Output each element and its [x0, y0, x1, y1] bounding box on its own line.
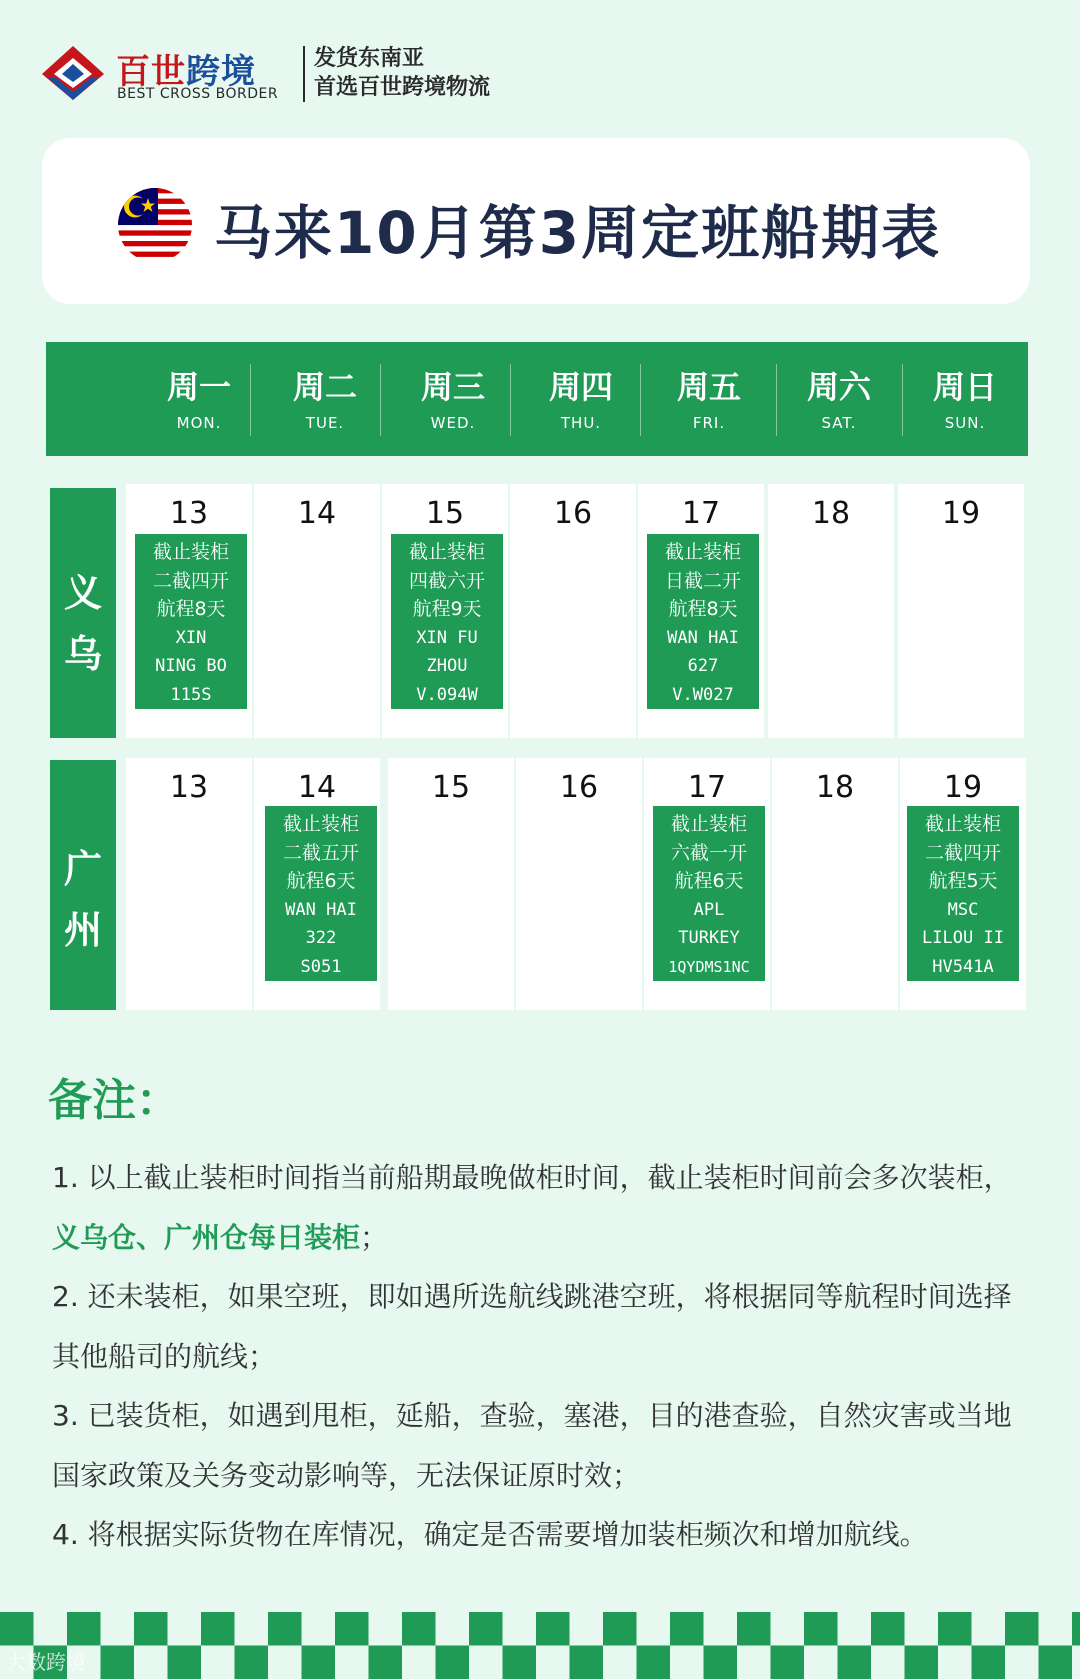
brand-divider: [303, 46, 305, 102]
slogan: 发货东南亚 首选百世跨境物流: [314, 46, 491, 100]
calendar-cell: 14 截止装柜 二截五开 航程6天 WAN HAI 322 S051: [254, 758, 380, 1010]
calendar-cell: 16: [510, 484, 636, 738]
sailing-info-box: 截止装柜 二截四开 航程8天 XIN NING BO 115S: [135, 534, 247, 709]
brand-name-en: BEST CROSS BORDER: [117, 86, 279, 102]
sailing-info-box: 截止装柜 六截一开 航程6天 APL TURKEY 1QYDMS1NC: [653, 806, 765, 981]
row-label-yiwu: 义 乌: [50, 488, 116, 738]
sailing-info-box: 截止装柜 二截五开 航程6天 WAN HAI 322 S051: [265, 806, 377, 981]
day-header-sat: 周六 SAT.: [806, 368, 871, 432]
day-header-wed: 周三 WED.: [420, 368, 485, 432]
sailing-info-box: 截止装柜 二截四开 航程5天 MSC LILOU II HV541A: [907, 806, 1019, 981]
watermark: 大数跨境: [6, 1650, 86, 1674]
day-header-fri: 周五 FRI.: [676, 368, 741, 432]
day-header-sun: 周日 SUN.: [932, 368, 997, 432]
page-title: 马来10月第3周定班船期表: [214, 199, 942, 267]
calendar-cell: 16: [516, 758, 642, 1010]
day-header-mon: 周一 MON.: [166, 368, 231, 432]
title-card: [42, 138, 1030, 304]
calendar-cell: 18: [768, 484, 894, 738]
calendar-cell: 13 截止装柜 二截四开 航程8天 XIN NING BO 115S: [126, 484, 252, 738]
sailing-info-box: 截止装柜 四截六开 航程9天 XIN FU ZHOU V.094W: [391, 534, 503, 709]
header: [40, 40, 560, 110]
malaysia-flag-icon: [118, 188, 192, 262]
calendar-cell: 17 截止装柜 六截一开 航程6天 APL TURKEY 1QYDMS1NC: [644, 758, 770, 1010]
checker-pattern: [0, 1612, 1080, 1679]
calendar-cell: 13: [126, 758, 252, 1010]
notes-title: 备注：: [48, 1075, 180, 1126]
calendar-cell: 15: [388, 758, 514, 1010]
notes-list: [52, 1148, 1012, 1565]
brand-name: 百世跨境: [116, 52, 256, 92]
calendar-cell: 17 截止装柜 日截二开 航程8天 WAN HAI 627 V.W027: [638, 484, 764, 738]
day-header-tue: 周二 TUE.: [292, 368, 357, 432]
note-item: 3. 已装货柜，如遇到甩柜，延船，查验，塞港，目的港查验，自然灾害或当地国家政策及关务变动影响等，无法保证原时效；: [52, 1399, 1012, 1492]
weekday-header: [46, 342, 1028, 456]
calendar-cell: 19 截止装柜 二截四开 航程5天 MSC LILOU II HV541A: [900, 758, 1026, 1010]
note-highlight: 义乌仓、广州仓每日装柜: [52, 1220, 361, 1254]
note-item: 2. 还未装柜，如果空班，即如遇所选航线跳港空班，将根据同等航程时间选择其他船司的航线；: [52, 1280, 1012, 1373]
row-label-guangzhou: 广 州: [50, 760, 116, 1010]
note-item: 4. 将根据实际货物在库情况，确定是否需要增加装柜频次和增加航线。: [52, 1518, 928, 1551]
best-logo-icon: [40, 44, 106, 102]
calendar-cell: 15 截止装柜 四截六开 航程9天 XIN FU ZHOU V.094W: [382, 484, 508, 738]
calendar-cell: 19: [898, 484, 1024, 738]
calendar-cell: 14: [254, 484, 380, 738]
day-header-thu: 周四 THU.: [548, 368, 613, 432]
sailing-info-box: 截止装柜 日截二开 航程8天 WAN HAI 627 V.W027: [647, 534, 759, 709]
note-item: 1. 以上截止装柜时间指当前船期最晚做柜时间，截止装柜时间前会多次装柜，义乌仓、广州仓每日装柜；: [52, 1161, 1012, 1254]
calendar-cell: 18: [772, 758, 898, 1010]
